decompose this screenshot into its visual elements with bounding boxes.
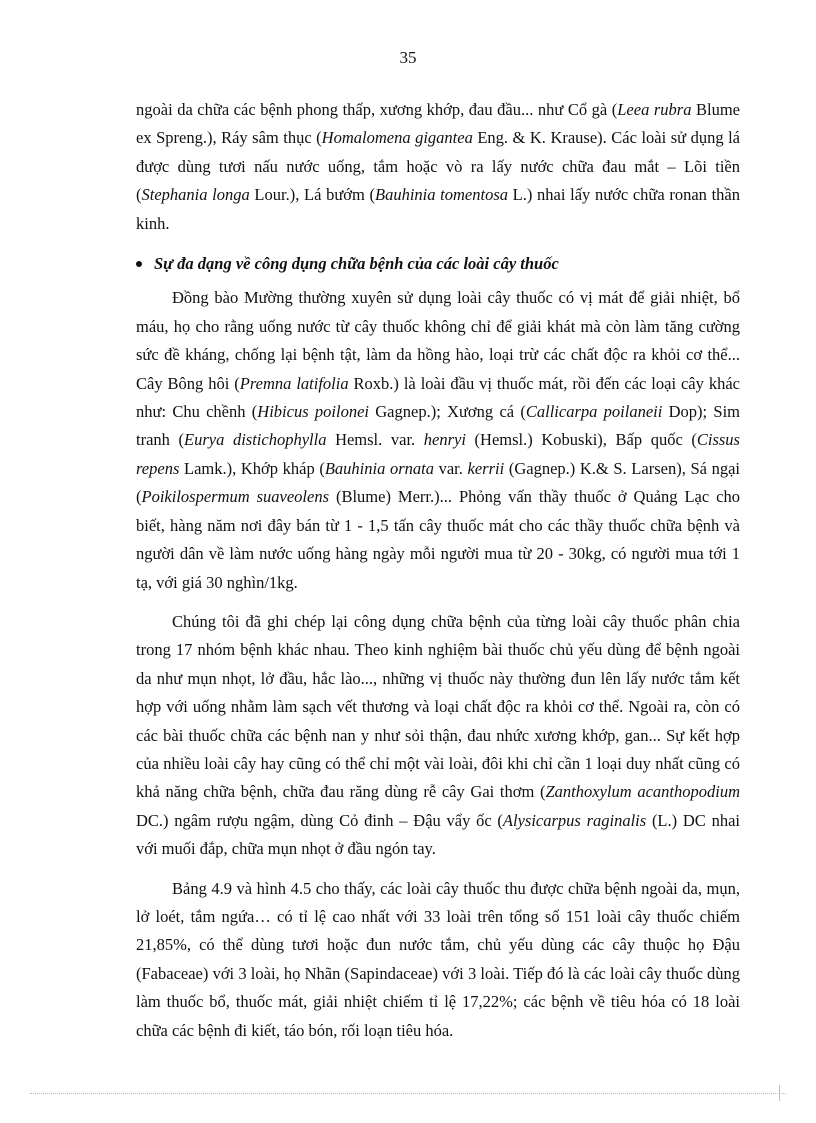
species-name-text: Cissus repens — [136, 430, 740, 478]
bullet-icon — [136, 261, 142, 267]
species-name-text: Alysicarpus raginalis — [502, 810, 647, 830]
body-paragraph-disease-groups — [136, 608, 740, 864]
paragraph-text: Eng. & K. Krause). Các loài sử dụng lá được dùng tươi nấu nước uống, tắm hoặc vò ra lấy nước chữa đau mắt – Lõi tiền ( — [136, 128, 740, 205]
species-name-text: kerrii — [467, 458, 505, 478]
species-name-text: Bauhinia tomentosa — [375, 185, 508, 205]
section-heading — [136, 250, 740, 278]
section-heading-text: Sự đa dạng về công dụng chữa bệnh của các loài cây thuốc — [154, 254, 559, 274]
footer-divider — [30, 1093, 786, 1094]
footer-marker — [779, 1085, 780, 1101]
paragraph-text: Đồng bào Mường thường xuyên sử dụng loài cây thuốc có vị mát để giải nhiệt, bổ máu, họ cho rằng uống nước từ cây thuốc không chỉ để giải khát mà còn làm tăng cường sức đề kháng, chống lại bệnh tật, làm da hồng hào, loại trừ các chất độc ra khỏi cơ thể... Cây Bông hôi ( — [136, 288, 740, 393]
paragraph-text: Dop); Sim tranh ( — [136, 402, 740, 450]
paragraph-text: (Gagnep.) K.& S. Larsen), Sá ngại ( — [136, 458, 740, 507]
body-paragraph-statistics — [136, 875, 740, 1045]
paragraph-text: (Hemsl.) Kobuski), Bấp quốc ( — [465, 430, 697, 450]
intro-paragraph — [136, 96, 740, 238]
species-name-text: Homalomena gigantea — [321, 128, 473, 148]
species-name-text: Callicarpa poilaneii — [525, 402, 663, 422]
paragraph-text: Lour.), Lá bướm ( — [249, 185, 375, 205]
species-name-text: Poikilospermum suaveolens — [141, 487, 330, 507]
species-name-text: henryi — [423, 430, 466, 450]
paragraph-text: Lamk.), Khớp kháp ( — [179, 458, 325, 478]
paragraph-text: ngoài da chữa các bệnh phong thấp, xương khớp, đau đầu... như Cổ gà ( — [136, 100, 618, 119]
paragraph-text: (L.) DC nhai với muối đắp, chữa mụn nhọt ở đầu ngón tay. — [136, 810, 740, 859]
paragraph-text: var. — [433, 458, 468, 478]
paragraph-text: Chúng tôi đã ghi chép lại công dụng chữa bệnh của từng loài cây thuốc phân chia trong 17 nhóm bệnh khác nhau. Theo kinh nghiệm bài thuốc chủ yếu dùng để bệnh ngoài da như mụn nhọt, lở đầu, hắc lào..., những vị thuốc này thường đun lên lấy nước tắm kết hợp với uống nhằm làm sạch vết thương và loại chất độc ra khỏi cơ thể. Ngoài ra, còn có các bài thuốc chữa các bệnh nan y như sỏi thận, đau nhức xương khớp, gan... Sự kết hợp của nhiều loài cây hay cũng có thể chỉ một vài loài, đôi khi chỉ cần 1 loại duy nhất cũng có khả năng chữa bệnh, chữa đau răng dùng rễ cây Gai thơm ( — [136, 611, 740, 802]
paragraph-text: Hemsl. var. — [326, 430, 424, 450]
species-name-text: Leea rubra — [617, 100, 692, 119]
document-body — [136, 96, 740, 1045]
paragraph-text: DC.) ngâm rượu ngậm, dùng Cỏ đinh – Đậu vẩy ốc ( — [136, 810, 503, 830]
paragraph-text: Blume ex Spreng.), Ráy sâm thục ( — [136, 100, 741, 148]
species-name-text: Zanthoxylum acanthopodium — [545, 782, 740, 802]
paragraph-text: Gagnep.); Xương cá ( — [368, 402, 526, 422]
species-name-text: Premna latifolia — [239, 373, 349, 393]
paragraph-text: L.) nhai lấy nước chữa ronan thần kinh. — [136, 185, 741, 233]
paragraph-text: Roxb.) là loài đầu vị thuốc mát, rồi đến các loại cây khác như: Chu chềnh ( — [136, 373, 740, 422]
body-paragraph-traditional-use — [136, 284, 740, 596]
species-name-text: Stephania longa — [141, 185, 250, 205]
page-number: 35 — [399, 48, 417, 67]
species-name-text: Hibicus poilonei — [257, 402, 369, 422]
paragraph-text: (Blume) Merr.)... Phỏng vấn thầy thuốc ở Quảng Lạc cho biết, hàng năm nơi đây bán từ 1 - 1,5 tấn cây thuốc mát cho các thầy thuốc chữa bệnh và người dân về làm nước uống hàng ngày mỗi người mua từ 20 - 30kg, có người mua tới 1 tạ, với giá 30 nghìn/1kg. — [136, 487, 740, 592]
species-name-text: Bauhinia ornata — [324, 458, 434, 478]
species-name-text: Eurya distichophylla — [184, 430, 327, 450]
paragraph-text: Bảng 4.9 và hình 4.5 cho thấy, các loài cây thuốc thu được chữa bệnh ngoài da, mụn, lở loét, tắm ngứa… có tỉ lệ cao nhất với 33 loài trên tổng số 151 loài cây thuốc chiếm 21,85%, có thể dùng tươi hoặc đun nước tắm, chủ yếu dùng các cây thuộc họ Đậu (Fabaceae) với 3 loài, họ Nhãn (Sapindaceae) với 3 loài. Tiếp đó là các loài cây thuốc dùng làm thuốc bổ, thuốc mát, giải nhiệt chiếm tỉ lệ 17,22%; các bệnh về tiêu hóa có 18 loài chữa các bệnh đi kiết, táo bón, rối loạn tiêu hóa. — [136, 878, 740, 1040]
